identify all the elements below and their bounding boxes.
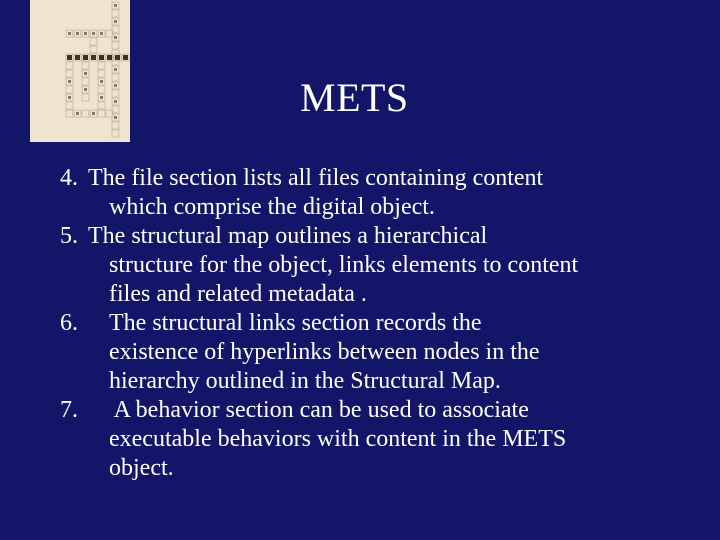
list-item-5 xyxy=(60,222,680,309)
list-item-line: The structural map outlines a hierarchical xyxy=(88,223,488,249)
list-item-number: 6. xyxy=(60,310,78,336)
list-item-line: object. xyxy=(109,455,174,481)
slide-title: METS xyxy=(300,75,409,120)
list-item-4 xyxy=(60,164,680,222)
list-item-number: 5. xyxy=(60,223,78,249)
content-list xyxy=(60,164,680,483)
list-item-number: 7. xyxy=(60,397,78,423)
list-item-7 xyxy=(60,396,680,483)
list-item-line: which comprise the digital object. xyxy=(109,194,435,220)
list-item-line: The structural links section records the xyxy=(109,310,482,336)
mets-crossword-logo-icon xyxy=(30,0,130,142)
list-item-line: structure for the object, links elements to content xyxy=(109,252,579,278)
list-item-line: A behavior section can be used to associate xyxy=(109,397,529,423)
list-item-number: 4. xyxy=(60,165,78,191)
list-item-line: files and related metadata . xyxy=(109,281,367,307)
list-item-line: The file section lists all files containing content xyxy=(88,165,544,191)
list-item-line: hierarchy outlined in the Structural Map. xyxy=(109,368,501,394)
list-item-line: existence of hyperlinks between nodes in the xyxy=(109,339,540,365)
list-item-line: executable behaviors with content in the METS xyxy=(109,426,567,452)
list-item-6 xyxy=(60,309,680,396)
